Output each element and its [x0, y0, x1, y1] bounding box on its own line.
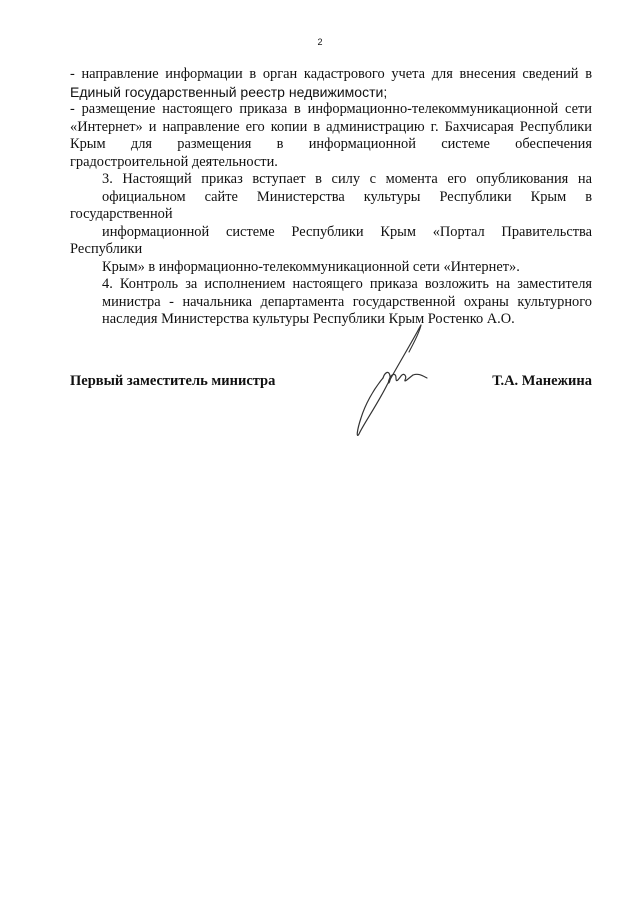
- text-line: Единый государственный реестр недвижимости;: [70, 83, 388, 100]
- text-line: «Интернет» и направление его копии в администрацию г. Бахчисарая Республики: [70, 118, 592, 135]
- text-line: министра - начальника департамента государственной охраны культурного: [102, 293, 592, 310]
- text-line: - направление информации в орган кадастрового учета для внесения сведений в: [70, 66, 592, 82]
- document-body: [70, 66, 592, 329]
- text-line: наследия Министерства культуры Республики Крым Ростенко А.О.: [102, 311, 515, 327]
- handwritten-signature: [343, 320, 438, 440]
- paragraph-cadastral: [70, 66, 592, 101]
- text-line: официальном сайте Министерства культуры Республики Крым в государственной: [70, 188, 592, 222]
- signature-block: [70, 373, 592, 393]
- text-line: Крым для размещения в информационной системе обеспечения: [70, 136, 592, 152]
- paragraph-internet-publication: [70, 101, 592, 171]
- text-line: 3. Настоящий приказ вступает в силу с момента его опубликования на: [102, 171, 592, 187]
- paragraph-item-3: [70, 171, 592, 276]
- text-line: градостроительной деятельности.: [70, 153, 278, 170]
- signatory-name: Т.А. Манежина: [492, 373, 592, 389]
- text-line: 4. Контроль за исполнением настоящего приказа возложить на заместителя: [102, 276, 592, 292]
- text-line: Крым» в информационно-телекоммуникационной сети «Интернет».: [102, 258, 520, 275]
- text-line: информационной системе Республики Крым «Портал Правительства Республики: [70, 223, 592, 257]
- page-number: 2: [317, 37, 323, 47]
- paragraph-item-4: [70, 276, 592, 329]
- text-line: - размещение настоящего приказа в информационно-телекоммуникационной сети: [70, 101, 592, 117]
- signatory-position: Первый заместитель министра: [70, 373, 276, 389]
